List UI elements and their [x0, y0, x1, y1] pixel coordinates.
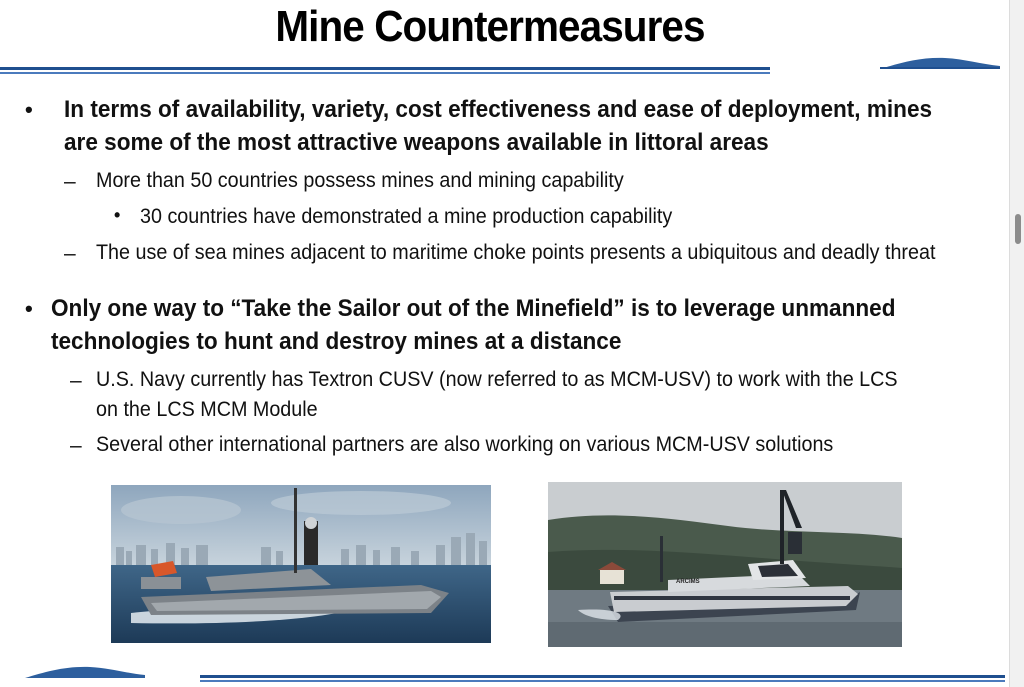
scrollbar-thumb[interactable] — [1015, 214, 1021, 244]
slide-title: Mine Countermeasures — [275, 2, 705, 51]
sub-sub-bullet-1-1-1: 30 countries have demonstrated a mine production capability — [140, 205, 673, 228]
footer-rule — [200, 675, 1005, 678]
cusv-boat-image — [111, 485, 491, 643]
wave-decoration-icon — [25, 664, 145, 680]
sub-bullet-1-2: The use of sea mines adjacent to maritime choke points presents a ubiquitous and deadly threat — [96, 241, 936, 264]
arcims-boat-image — [548, 482, 902, 647]
bullet-marker: • — [25, 97, 33, 122]
title-rule-secondary — [0, 72, 770, 74]
boat-label: ARCIMS — [676, 579, 700, 585]
title-rule — [0, 67, 770, 70]
dash-marker: – — [70, 434, 82, 457]
sub-bullet-2-1: U.S. Navy currently has Textron CUSV (now referred to as MCM-USV) to work with the LCS on the LCS MCM Module — [96, 368, 898, 421]
footer-rule-secondary — [200, 680, 1005, 682]
sub-bullet-1-1: More than 50 countries possess mines and mining capability — [96, 169, 624, 192]
sub-sub-bullet-marker: • — [114, 205, 121, 225]
bullet-1: In terms of availability, variety, cost effectiveness and ease of deployment, mines are some of the most attractive weapons available in littoral areas — [64, 96, 933, 156]
photo-arcims — [548, 482, 902, 647]
dash-marker: – — [64, 242, 76, 265]
photo-cusv — [111, 485, 491, 643]
dash-marker: – — [64, 170, 76, 193]
vertical-scrollbar[interactable] — [1009, 0, 1024, 687]
bullet-2: Only one way to “Take the Sailor out of the Minefield” is to leverage unmanned technologies to hunt and destroy mines at a distance — [51, 295, 896, 355]
dash-marker: – — [70, 369, 82, 392]
wave-decoration-icon — [880, 55, 1000, 71]
sub-bullet-2-2: Several other international partners are also working on various MCM-USV solutions — [96, 433, 834, 456]
bullet-marker: • — [25, 296, 33, 321]
